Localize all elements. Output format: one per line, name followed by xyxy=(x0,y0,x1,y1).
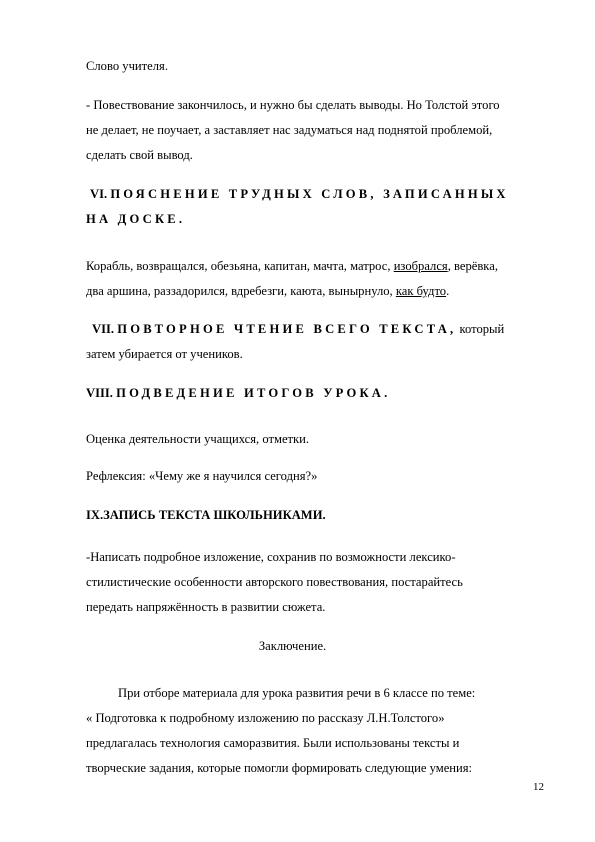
section-title: ПОВТОРНОЕ ЧТЕНИЕ ВСЕГО ТЕКСТА, xyxy=(117,322,457,336)
paragraph-line: - Повествование закончилось, и нужно бы сделать выводы. Но Толстой этого xyxy=(86,98,500,112)
conclusion-line: творческие задания, которые помогли формировать следующие умения: xyxy=(86,761,473,775)
reflection-line: Рефлексия: «Чему же я научился сегодня?» xyxy=(86,469,318,483)
underlined-word: изобрался xyxy=(393,259,448,273)
section-number: VII. xyxy=(92,322,115,336)
conclusion-line: предлагалась технология саморазвития. Были использованы тексты и xyxy=(86,736,460,750)
section-6-heading-cont: НА ДОСКЕ. xyxy=(86,212,186,226)
section-number: VI. xyxy=(90,187,108,201)
task-line: стилистические особенности авторского повествования, постарайтесь xyxy=(86,575,463,589)
section-title: ПОДВЕДЕНИЕ ИТОГОВ УРОКА. xyxy=(116,386,391,400)
difficult-words-line: два аршина, раззадорился, вдребезги, каюта, вынырнуло, как будто. xyxy=(86,284,450,298)
underlined-word: как будто xyxy=(395,284,447,298)
conclusion-title: Заключение. xyxy=(258,639,327,653)
section-7-line: затем убирается от учеников. xyxy=(86,347,243,361)
task-line: -Написать подробное изложение, сохранив по возможности лексико- xyxy=(86,550,456,564)
section-8-heading xyxy=(86,385,549,401)
teacher-word-label: Слово учителя. xyxy=(86,59,168,73)
conclusion-line: « Подготовка к подробному изложению по рассказу Л.Н.Толстого» xyxy=(86,711,445,725)
difficult-words-line: Корабль, возвращался, обезьяна, капитан, мачта, матрос, изобрался, верёвка, xyxy=(86,259,498,273)
section-7-heading: VII. ПОВТОРНОЕ ЧТЕНИЕ ВСЕГО ТЕКСТА, который xyxy=(92,322,505,336)
task-line: передать напряжённость в развитии сюжета. xyxy=(86,600,326,614)
paragraph-line: сделать свой вывод. xyxy=(86,148,193,162)
conclusion-line: При отборе материала для урока развития речи в 6 классе по теме: xyxy=(118,686,476,700)
section-9-heading: IX.ЗАПИСЬ ТЕКСТА ШКОЛЬНИКАМИ. xyxy=(86,508,326,522)
grading-line: Оценка деятельности учащихся, отметки. xyxy=(86,432,310,446)
page-number: 12 xyxy=(533,781,544,793)
section-6-heading xyxy=(90,186,549,202)
section-title: ПОЯСНЕНИЕ ТРУДНЫХ СЛОВ, ЗАПИСАННЫХ xyxy=(110,187,509,201)
section-number: VIII. xyxy=(86,386,113,400)
paragraph-line: не делает, не поучает, а заставляет нас задуматься над поднятой проблемой, xyxy=(86,123,493,137)
